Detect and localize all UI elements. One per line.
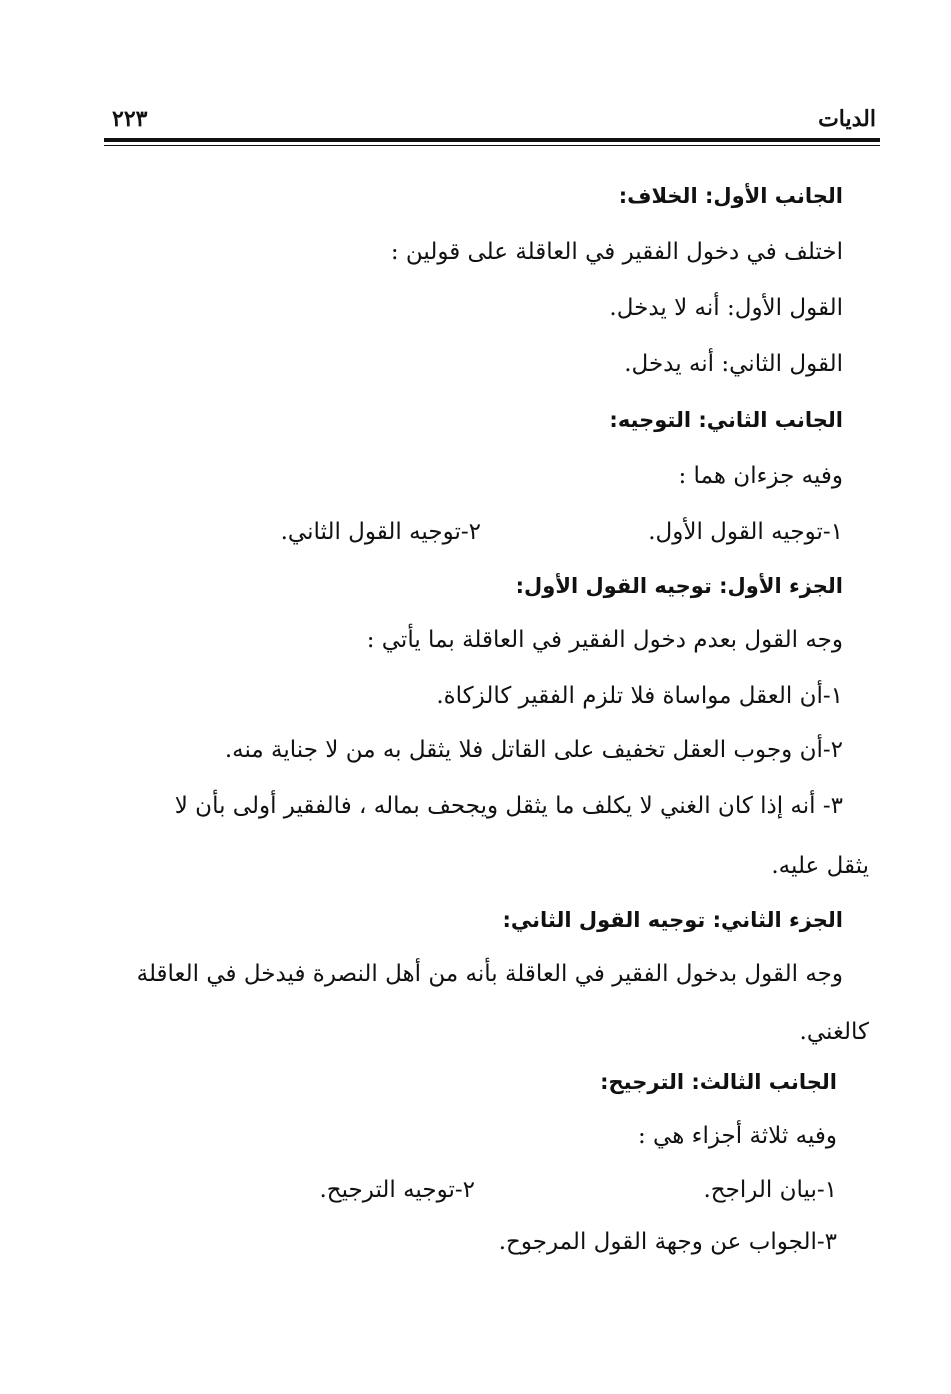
list-item: ٢-توجيه القول الثاني.: [280, 519, 481, 545]
list-item: ٣- أنه إذا كان الغني لا يكلف ما يثقل ويجحف بماله ، فالفقير أولى بأن لا: [174, 793, 843, 819]
header-rule-thin: [104, 145, 880, 146]
list-item: ٢-أن وجوب العقل تخفيف على القاتل فلا يثقل به من لا جناية منه.: [224, 737, 843, 763]
list-item: ١-أن العقل مواساة فلا تلزم الفقير كالزكاة.: [436, 683, 843, 709]
heading-part-one: الجزء الأول: توجيه القول الأول:: [515, 574, 843, 598]
heading-section-three: الجانب الثالث: الترجيح:: [600, 1070, 837, 1094]
chapter-title: الديات: [818, 106, 876, 132]
paragraph: وفيه ثلاثة أجزاء هي :: [637, 1123, 837, 1149]
paragraph-continuation: كالغني.: [799, 1019, 869, 1045]
page-header: [104, 102, 880, 142]
paragraph: وفيه جزءان هما :: [678, 463, 843, 489]
paragraph: اختلف في دخول الفقير في العاقلة على قولين :: [390, 239, 843, 265]
heading-part-two: الجزء الثاني: توجيه القول الثاني:: [502, 908, 843, 932]
header-rule-thick: [104, 138, 880, 142]
list-item: ٢-توجيه الترجيح.: [319, 1177, 475, 1203]
list-item: ١-توجيه القول الأول.: [648, 519, 843, 545]
list-item: ٣-الجواب عن وجهة القول المرجوح.: [498, 1229, 837, 1255]
paragraph: القول الثاني: أنه يدخل.: [624, 351, 843, 377]
paragraph: وجه القول بعدم دخول الفقير في العاقلة بما يأتي :: [366, 627, 843, 653]
paragraph: القول الأول: أنه لا يدخل.: [609, 295, 843, 321]
paragraph-continuation: يثقل عليه.: [771, 853, 869, 879]
heading-section-one: الجانب الأول: الخلاف:: [618, 184, 843, 208]
heading-section-two: الجانب الثاني: التوجيه:: [609, 408, 843, 432]
page-number: ٢٢٣: [112, 106, 148, 132]
paragraph: وجه القول بدخول الفقير في العاقلة بأنه من أهل النصرة فيدخل في العاقلة: [136, 961, 843, 987]
list-item: ١-بيان الراجح.: [703, 1177, 837, 1203]
